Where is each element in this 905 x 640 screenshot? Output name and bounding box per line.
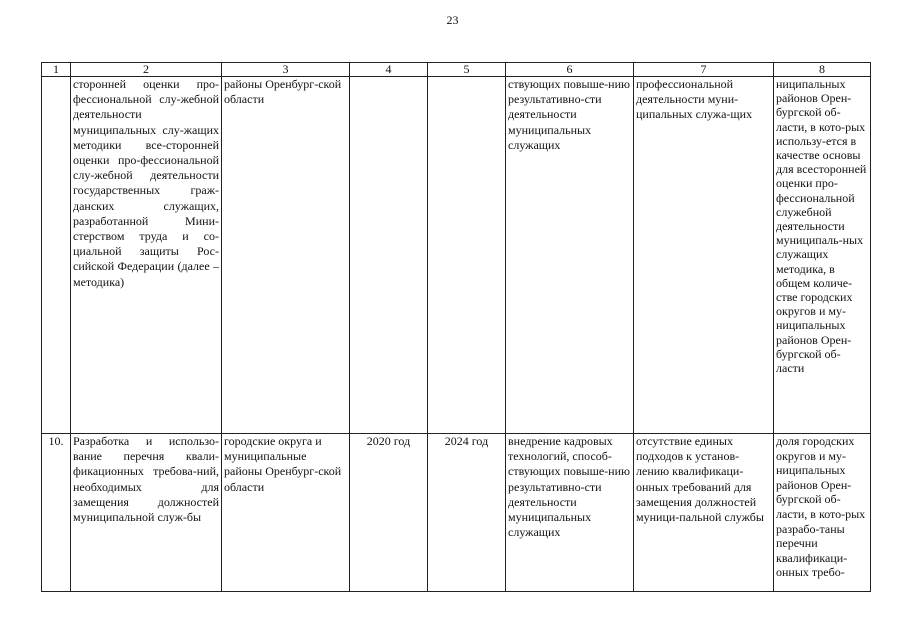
start-year-cell bbox=[350, 77, 428, 434]
table-row bbox=[42, 434, 871, 592]
row-number: 10. bbox=[42, 434, 71, 592]
indicator-cell: ниципальных районов Орен-бургской об-ласти, в кото-рых использу-ется в качестве основы для всесторонней оценки про-фессиональной служебной деятельности муниципаль-ных служащих методика, в общем количе-стве городских округов и му-ниципальных районов Орен-бургской об-ласти bbox=[774, 77, 871, 434]
column-number-row bbox=[42, 63, 871, 77]
executor-cell: районы Оренбург-ской области bbox=[222, 77, 350, 434]
activity-cell: Разработка и использо-вание перечня квали-фикационных требова-ний, необходимых для замещения должностей муниципальной служ-бы bbox=[71, 434, 222, 592]
indicator-cell: доля городских округов и му-ниципальных районов Орен-бургской об-ласти, в кото-рых разрабо-таны перечни квалификаци-онных требо- bbox=[774, 434, 871, 592]
column-number: 1 bbox=[42, 63, 71, 77]
row-number bbox=[42, 77, 71, 434]
column-number: 8 bbox=[774, 63, 871, 77]
column-number: 2 bbox=[71, 63, 222, 77]
consequence-cell: отсутствие единых подходов к установ-лению квалификаци-онных требований для замещения должностей муници-пальной службы bbox=[634, 434, 774, 592]
column-number: 3 bbox=[222, 63, 350, 77]
expected-result-cell: внедрение кадровых технологий, способ-ствующих повыше-нию результативно-сти деятельности муниципальных служащих bbox=[506, 434, 634, 592]
column-number: 4 bbox=[350, 63, 428, 77]
activity-cell: сторонней оценки про-фессиональной слу-жебной деятельности муниципальных слу-жащих методики все-сторонней оценки про-фессиональной слу-жебной деятельности государственных граж-данских служащих, разработанной Мини-стерством труда и со-циальной защиты Рос-сийской Федерации (далее – методика) bbox=[71, 77, 222, 434]
end-year-cell: 2024 год bbox=[428, 434, 506, 592]
start-year-cell: 2020 год bbox=[350, 434, 428, 592]
plan-table bbox=[41, 62, 871, 592]
end-year-cell bbox=[428, 77, 506, 434]
column-number: 5 bbox=[428, 63, 506, 77]
consequence-cell: профессиональной деятельности муни-ципальных служа-щих bbox=[634, 77, 774, 434]
table-row bbox=[42, 77, 871, 434]
column-number: 6 bbox=[506, 63, 634, 77]
column-number: 7 bbox=[634, 63, 774, 77]
executor-cell: городские округа и муниципальные районы Оренбург-ской области bbox=[222, 434, 350, 592]
expected-result-cell: ствующих повыше-нию результативно-сти деятельности муниципальных служащих bbox=[506, 77, 634, 434]
page-number: 23 bbox=[446, 13, 459, 27]
